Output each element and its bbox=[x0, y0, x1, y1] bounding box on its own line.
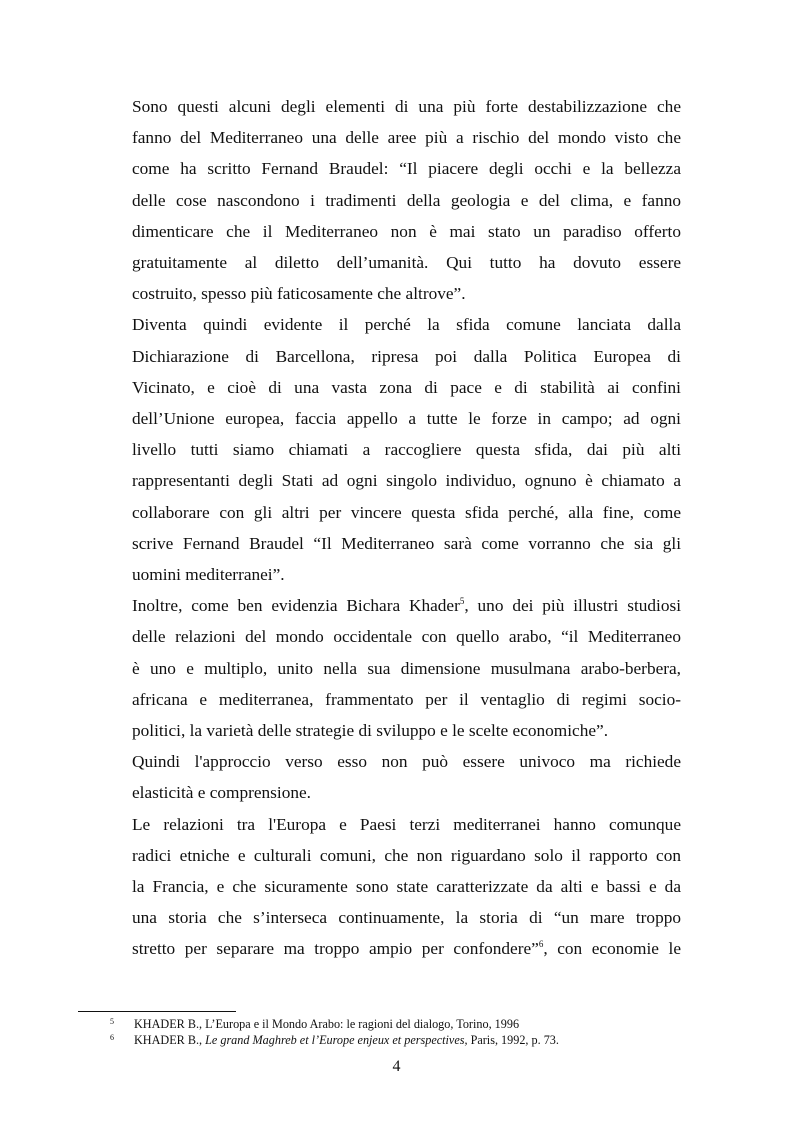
text-segment: stretto per separare ma troppo ampio per confondere” bbox=[132, 939, 539, 959]
footnote-text: KHADER B., L’Europa e il Mondo Arabo: le ragioni del dialogo, Torino, 1996 bbox=[134, 1017, 520, 1031]
footnote-separator bbox=[78, 1011, 236, 1012]
text-line: politici, la varietà delle strategie di sviluppo e le scelte economiche”. bbox=[132, 721, 609, 741]
paragraph bbox=[132, 809, 681, 965]
paragraph bbox=[132, 91, 681, 309]
footnote bbox=[110, 1032, 710, 1048]
text-segment: , con economie le bbox=[543, 939, 681, 959]
text-line: dimenticare che il Mediterraneo non è mai stato un paradiso offerto bbox=[132, 221, 681, 241]
footnote-ref: 6 bbox=[538, 939, 544, 950]
text-line: elasticità e comprensione. bbox=[132, 783, 311, 803]
footnote-text bbox=[134, 1032, 559, 1048]
text-line: come ha scritto Fernand Braudel: “Il piacere degli occhi e la bellezza bbox=[132, 159, 681, 179]
footnote-title: Le grand Maghreb et l’Europe enjeux et perspectives, bbox=[205, 1033, 468, 1047]
text-line: livello tutti siamo chiamati a raccogliere questa sfida, dai più alti bbox=[132, 440, 681, 460]
paragraph bbox=[132, 746, 681, 808]
text-line: la Francia, e che sicuramente sono state caratterizzate da alti e bassi e da bbox=[132, 877, 681, 897]
text-line bbox=[132, 590, 681, 621]
text-line: Diventa quindi evidente il perché la sfida comune lanciata dalla bbox=[132, 315, 681, 335]
text-line: Dichiarazione di Barcellona, ripresa poi dalla Politica Europea di bbox=[132, 346, 681, 366]
text-line: una storia che s’interseca continuamente, la storia di “un mare troppo bbox=[132, 908, 681, 928]
text-line: radici etniche e culturali comuni, che non riguardano solo il rapporto con bbox=[132, 845, 681, 865]
body-text bbox=[132, 91, 681, 965]
paragraph bbox=[132, 590, 681, 746]
text-line: collaborare con gli altri per vincere questa sfida perché, alla fine, come bbox=[132, 502, 681, 522]
text-segment: , uno dei più illustri studiosi bbox=[464, 596, 681, 616]
page-number: 4 bbox=[392, 1058, 401, 1075]
footnote-text-segment: Paris, 1992, p. 73. bbox=[467, 1033, 559, 1047]
paragraph bbox=[132, 309, 681, 590]
footnote-number: 5 bbox=[110, 1017, 114, 1026]
text-line: gratuitamente al diletto dell’umanità. Qui tutto ha dovuto essere bbox=[132, 253, 681, 273]
text-line: è uno e multiplo, unito nella sua dimensione musulmana arabo-berbera, bbox=[132, 658, 681, 678]
text-line: Le relazioni tra l'Europa e Paesi terzi mediterranei hanno comunque bbox=[132, 814, 681, 834]
footnote bbox=[110, 1016, 710, 1032]
text-line: Vicinato, e cioè di una vasta zona di pace e di stabilità ai confini bbox=[132, 377, 681, 397]
text-line: fanno del Mediterraneo una delle aree più a rischio del mondo visto che bbox=[132, 128, 681, 148]
text-line: Quindi l'approccio verso esso non può essere univoco ma richiede bbox=[132, 752, 681, 772]
text-line: Sono questi alcuni degli elementi di una più forte destabilizzazione che bbox=[132, 97, 681, 116]
text-line: costruito, spesso più faticosamente che altrove”. bbox=[132, 284, 466, 304]
footnotes bbox=[110, 1016, 710, 1048]
text-line: delle cose nascondono i tradimenti della geologia e del clima, e fanno bbox=[132, 190, 681, 210]
footnote-ref: 5 bbox=[459, 596, 465, 607]
text-line bbox=[132, 933, 681, 964]
text-line: uomini mediterranei”. bbox=[132, 565, 285, 585]
footnote-number: 6 bbox=[110, 1033, 114, 1042]
text-segment: Inoltre, come ben evidenzia Bichara Khader bbox=[132, 596, 460, 616]
text-line: dell’Unione europea, faccia appello a tutte le forze in campo; ad ogni bbox=[132, 409, 681, 429]
text-line: rappresentanti degli Stati ad ogni singolo individuo, ognuno è chiamato a bbox=[132, 471, 681, 491]
footnote-text-segment: KHADER B., bbox=[134, 1033, 206, 1047]
text-line: scrive Fernand Braudel “Il Mediterraneo sarà come vorranno che sia gli bbox=[132, 533, 681, 553]
text-line: delle relazioni del mondo occidentale con quello arabo, “il Mediterraneo bbox=[132, 627, 681, 647]
text-line: africana e mediterranea, frammentato per il ventaglio di regimi socio- bbox=[132, 689, 681, 709]
